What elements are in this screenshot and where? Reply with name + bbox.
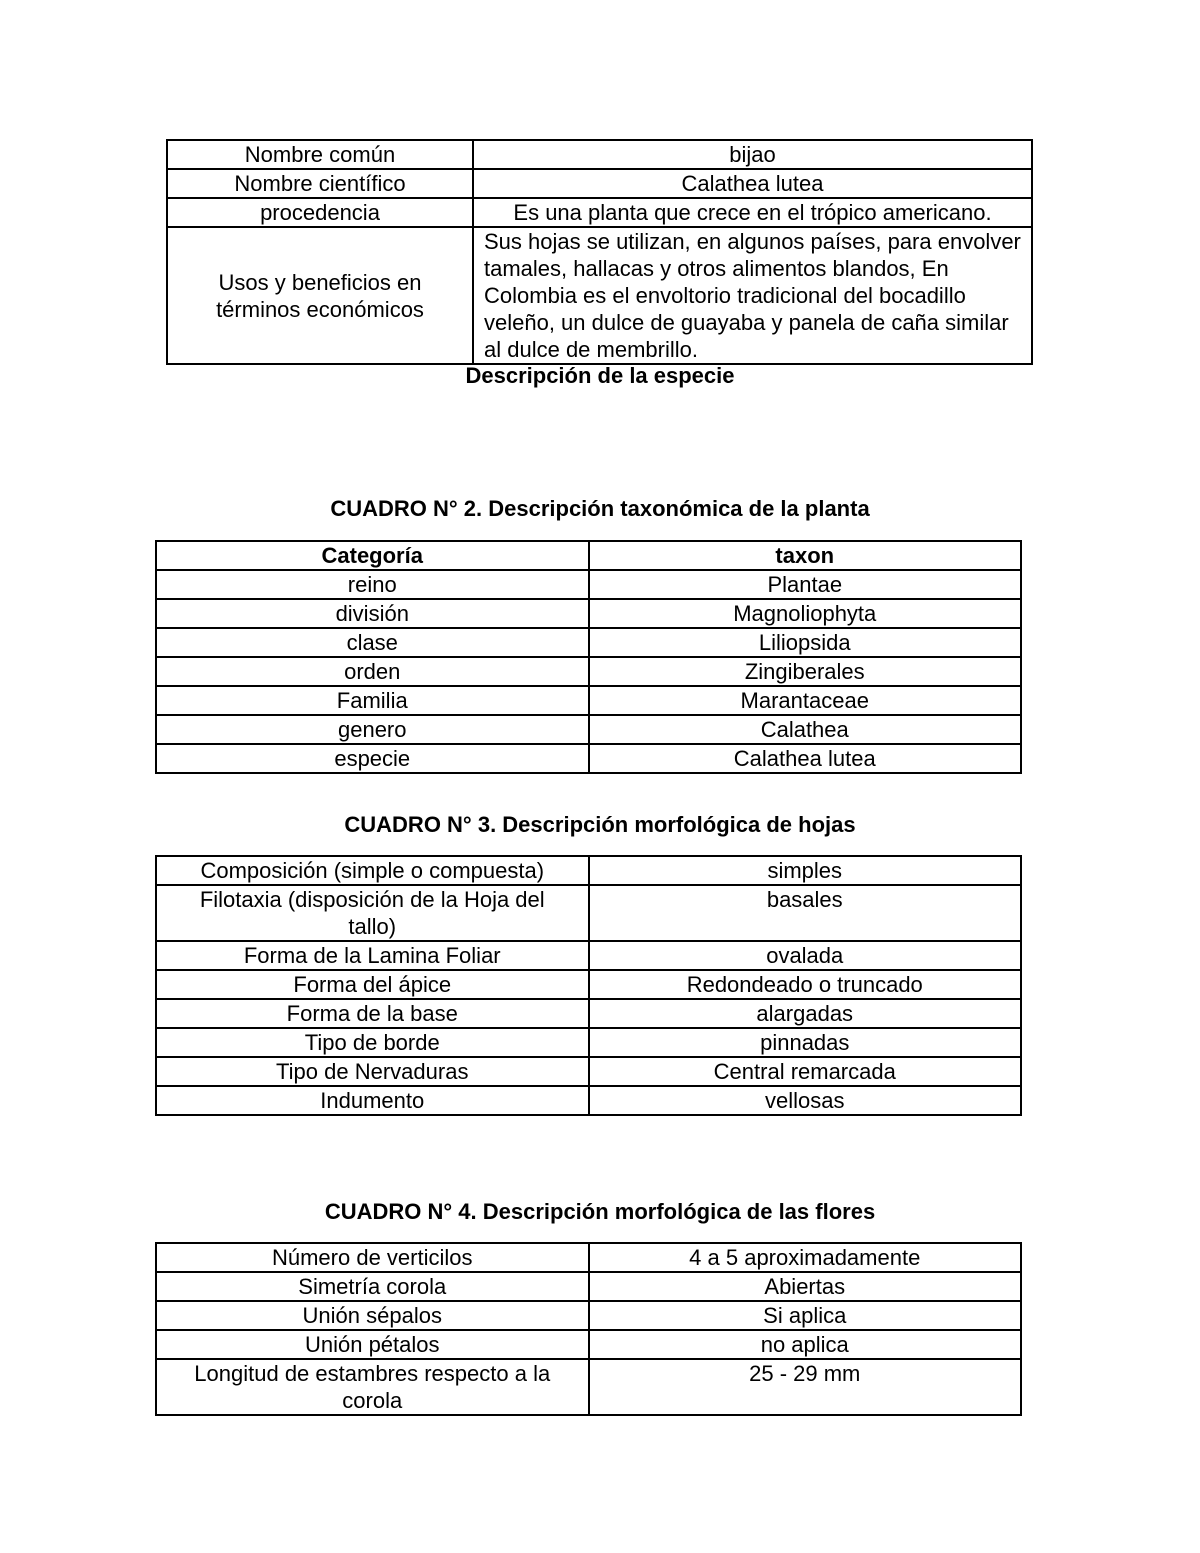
table-row <box>156 1057 1021 1086</box>
value-cell: no aplica <box>589 1330 1022 1359</box>
attribute-cell: Unión sépalos <box>156 1301 589 1330</box>
species-caption: Descripción de la especie <box>465 363 735 388</box>
column-header-taxon: taxon <box>589 541 1022 570</box>
taxonomy-table <box>155 540 1022 774</box>
value-cell: pinnadas <box>589 1028 1022 1057</box>
category-cell: reino <box>156 570 589 599</box>
common-name-label: Nombre común <box>167 140 473 169</box>
table-row <box>156 1330 1021 1359</box>
cuadro4-title: CUADRO N° 4. Descripción morfológica de las flores <box>324 1199 876 1224</box>
table-row <box>167 169 1032 198</box>
flower-morphology-table <box>155 1242 1022 1416</box>
attribute-cell: Número de verticilos <box>156 1243 589 1272</box>
table-row <box>156 1301 1021 1330</box>
species-table <box>166 139 1033 365</box>
scientific-name-label: Nombre científico <box>167 169 473 198</box>
common-name-value: bijao <box>473 140 1032 169</box>
category-cell: especie <box>156 744 589 773</box>
table-row <box>156 941 1021 970</box>
cuadro3-title: CUADRO N° 3. Descripción morfológica de hojas <box>344 812 856 837</box>
value-cell: Si aplica <box>589 1301 1022 1330</box>
value-cell: vellosas <box>589 1086 1022 1115</box>
category-cell: clase <box>156 628 589 657</box>
table-header-row <box>156 541 1021 570</box>
attribute-cell: Forma de la Lamina Foliar <box>156 941 589 970</box>
category-cell: orden <box>156 657 589 686</box>
uses-value: Sus hojas se utilizan, en algunos países, para envolver tamales, hallacas y otros alimentos blandos, En Colombia es el envoltorio tradicional del bocadillo veleño, un dulce de guayaba y panela de caña similar al dulce de membrillo. <box>473 227 1032 364</box>
table-row <box>156 1028 1021 1057</box>
attribute-cell: Longitud de estambres respecto a la corola <box>156 1359 589 1415</box>
table-row <box>156 715 1021 744</box>
value-cell: alargadas <box>589 999 1022 1028</box>
origin-label: procedencia <box>167 198 473 227</box>
table-row <box>167 198 1032 227</box>
table-row <box>156 1359 1021 1415</box>
table-row <box>156 1272 1021 1301</box>
attribute-cell: Composición (simple o compuesta) <box>156 856 589 885</box>
table-row <box>156 999 1021 1028</box>
table-row <box>156 1243 1021 1272</box>
table-row <box>156 885 1021 941</box>
taxon-cell: Liliopsida <box>589 628 1022 657</box>
value-cell: Redondeado o truncado <box>589 970 1022 999</box>
leaf-morphology-table <box>155 855 1022 1116</box>
scientific-name-value: Calathea lutea <box>473 169 1032 198</box>
value-cell: 25 - 29 mm <box>589 1359 1022 1415</box>
attribute-cell: Forma del ápice <box>156 970 589 999</box>
table-row <box>156 686 1021 715</box>
value-cell: 4 a 5 aproximadamente <box>589 1243 1022 1272</box>
table-row <box>156 657 1021 686</box>
table-row <box>167 227 1032 364</box>
value-cell: ovalada <box>589 941 1022 970</box>
taxon-cell: Calathea lutea <box>589 744 1022 773</box>
attribute-cell: Simetría corola <box>156 1272 589 1301</box>
table-row <box>156 1086 1021 1115</box>
table-row <box>156 970 1021 999</box>
category-cell: genero <box>156 715 589 744</box>
attribute-cell: Tipo de borde <box>156 1028 589 1057</box>
attribute-cell: Forma de la base <box>156 999 589 1028</box>
table-row <box>156 599 1021 628</box>
taxon-cell: Marantaceae <box>589 686 1022 715</box>
attribute-cell: Tipo de Nervaduras <box>156 1057 589 1086</box>
table-row <box>156 744 1021 773</box>
taxon-cell: Magnoliophyta <box>589 599 1022 628</box>
uses-label: Usos y beneficios en términos económicos <box>167 227 473 364</box>
value-cell: simples <box>589 856 1022 885</box>
origin-value: Es una planta que crece en el trópico americano. <box>473 198 1032 227</box>
taxon-cell: Plantae <box>589 570 1022 599</box>
value-cell: Central remarcada <box>589 1057 1022 1086</box>
cuadro2-title: CUADRO N° 2. Descripción taxonómica de la planta <box>330 496 870 521</box>
value-cell: basales <box>589 885 1022 941</box>
table-row <box>167 140 1032 169</box>
value-cell: Abiertas <box>589 1272 1022 1301</box>
table-row <box>156 570 1021 599</box>
attribute-cell: Unión pétalos <box>156 1330 589 1359</box>
table-row <box>156 856 1021 885</box>
attribute-cell: Filotaxia (disposición de la Hoja del tallo) <box>156 885 589 941</box>
category-cell: división <box>156 599 589 628</box>
taxon-cell: Calathea <box>589 715 1022 744</box>
table-row <box>156 628 1021 657</box>
attribute-cell: Indumento <box>156 1086 589 1115</box>
category-cell: Familia <box>156 686 589 715</box>
taxon-cell: Zingiberales <box>589 657 1022 686</box>
column-header-category: Categoría <box>156 541 589 570</box>
